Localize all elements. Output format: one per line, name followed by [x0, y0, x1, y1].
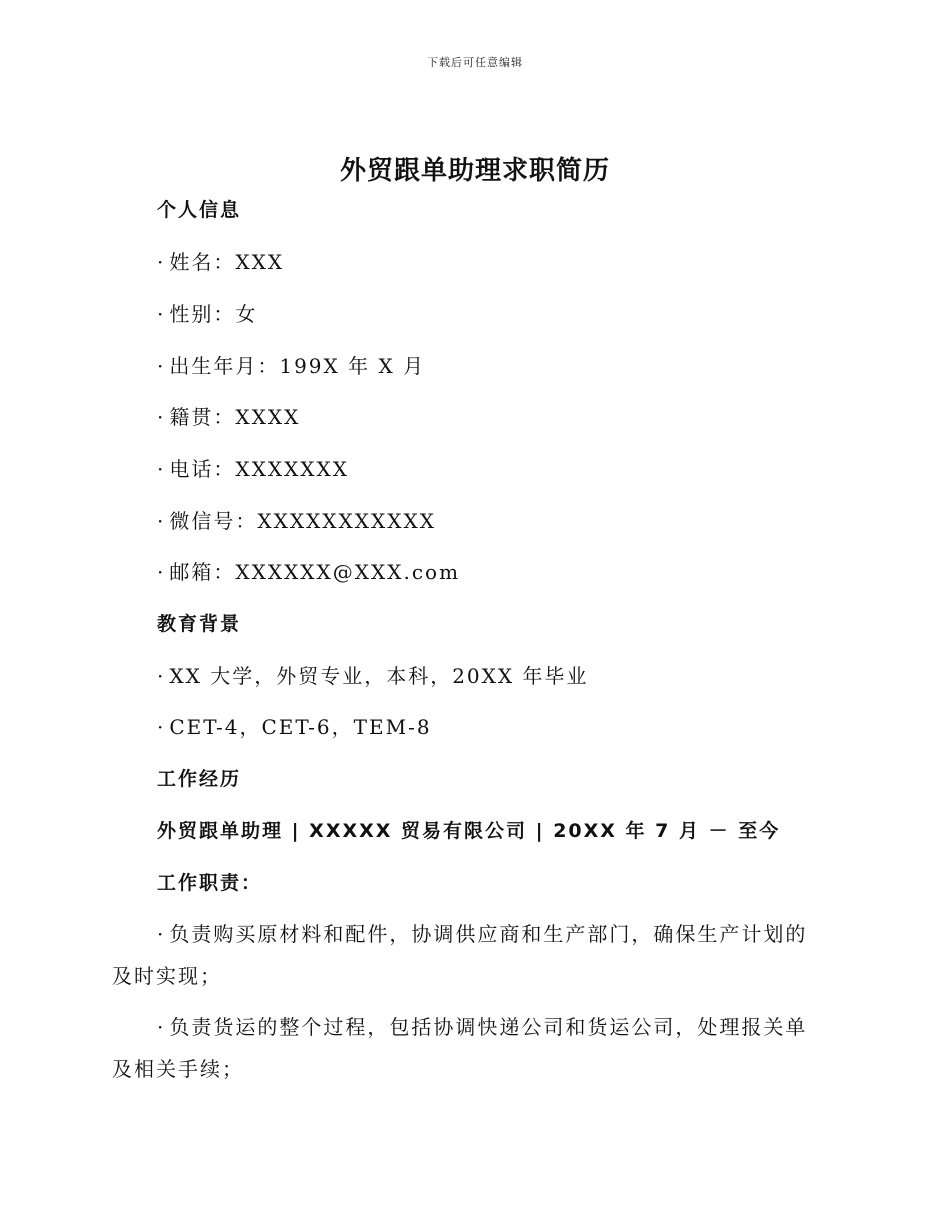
work-duty-2: · 负责货运的整个过程，包括协调快递公司和货运公司，处理报关单及相关手续； — [112, 1015, 807, 1081]
personal-item-phone: · 电话：XXXXXXX — [157, 455, 349, 483]
work-duty-paragraph — [112, 1006, 822, 1090]
personal-item-hometown: · 籍贯：XXXX — [157, 403, 300, 431]
section-heading-work: 工作经历 — [157, 768, 242, 790]
work-duties-heading: 工作职责： — [157, 872, 263, 894]
work-duty-paragraph — [112, 913, 822, 997]
personal-item-gender: · 性别：女 — [157, 300, 257, 328]
work-position-line: 外贸跟单助理 | XXXXX 贸易有限公司 | 20XX 年 7 月 － 至今 — [157, 820, 781, 842]
education-item-certificates: · CET-4，CET-6，TEM-8 — [157, 713, 432, 741]
personal-item-wechat: · 微信号：XXXXXXXXXXX — [157, 507, 436, 535]
section-heading-personal: 个人信息 — [157, 199, 242, 221]
personal-item-name: · 姓名：XXX — [157, 248, 284, 276]
header-note: 下载后可任意编辑 — [427, 56, 523, 69]
page-title: 外贸跟单助理求职简历 — [339, 156, 610, 186]
education-item-degree: · XX 大学，外贸专业，本科，20XX 年毕业 — [157, 662, 588, 690]
section-heading-education: 教育背景 — [157, 613, 242, 635]
work-duty-1: · 负责购买原材料和配件，协调供应商和生产部门，确保生产计划的及时实现； — [112, 922, 807, 988]
personal-item-email: · 邮箱：XXXXXX@XXX.com — [157, 558, 460, 586]
personal-item-birth: · 出生年月：199X 年 X 月 — [157, 352, 425, 380]
